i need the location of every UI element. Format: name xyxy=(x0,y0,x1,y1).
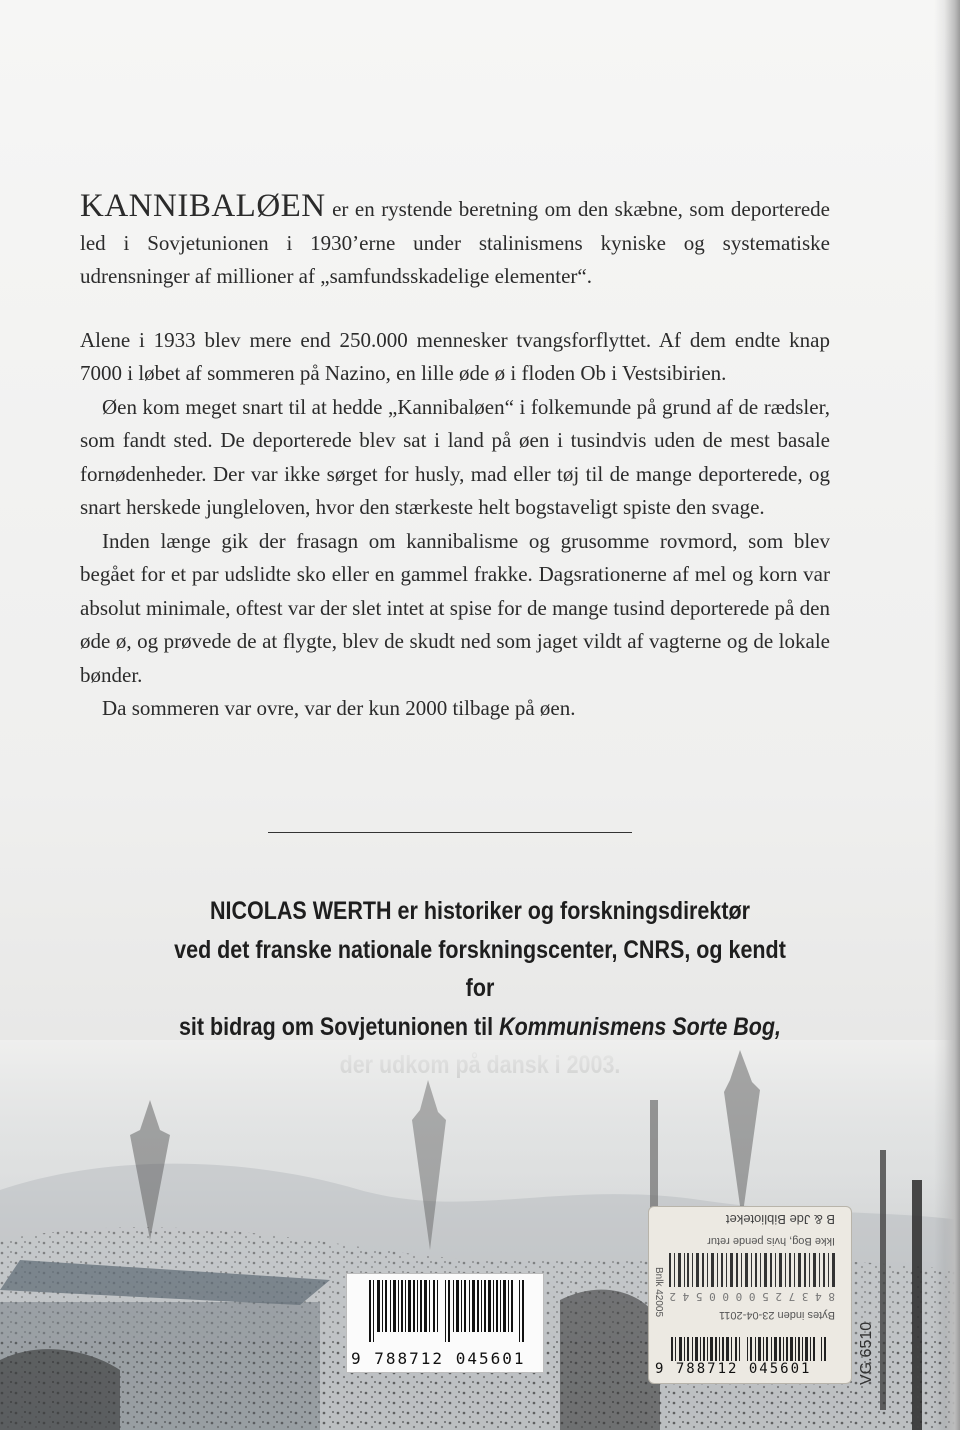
blurb-text xyxy=(80,190,830,726)
blurb-paragraph-5: Da sommeren var ovre, var der kun 2000 tilbage på øen. xyxy=(102,696,576,720)
library-bottom-digits: 9 788712 045601 xyxy=(655,1361,812,1377)
isbn-barcode-label xyxy=(346,1273,544,1373)
library-sticker xyxy=(648,1206,852,1384)
divider-rule xyxy=(268,832,632,833)
library-barcode-top xyxy=(669,1253,839,1287)
library-name: B & Jde Biblioteket xyxy=(725,1212,835,1227)
book-title: Kommunismens Sorte Bog, xyxy=(499,1012,782,1041)
library-return-date: Bytes inden 23-04-2011 xyxy=(719,1309,835,1321)
author-name: NICOLAS WERTH xyxy=(210,897,392,925)
author-bio-line-3-pre: sit bidrag om Sovjetunionen til xyxy=(178,1012,500,1041)
blurb-paragraph-2: Alene i 1933 blev mere end 250.000 mennesker tvangsforflyttet. Af dem endte knap 7000 i løbet af sommeren på Nazino, en lille øde ø i floden Ob i Vestsibirien. xyxy=(80,327,830,385)
lead-word: KANNIBALØEN xyxy=(80,188,326,224)
blurb-paragraph-1 xyxy=(80,190,830,294)
library-side-code: Bnlk 42005 xyxy=(653,1267,664,1318)
author-bio-line-1-rest: er historiker og forskningsdirektør xyxy=(391,897,750,925)
cover-edge xyxy=(934,0,960,1430)
author-bio-line-1 xyxy=(162,892,798,931)
blurb-paragraph-3: Øen kom meget snart til at hedde „Kannibaløen“ i folkemunde på grund af de rædsler, som fandt sted. De deporterede blev sat i land på øen i tusindvis uden de mest basale fornødenheder. Der var ikke sørget for husly, mad eller tøj til de mange deporterede, og snart herskede jungleloven, hvor den stærkeste helt bogstaveligt spiste den svage. xyxy=(80,394,830,519)
vg-code: VG.6510 xyxy=(858,1321,875,1385)
blurb-paragraph-1-rest: er en rystende beretning om den skæbne, som deporterede led i Sovjetunionen i 1930’erne under stalinismens kyniske og systematiske udrensninger af millioner af „samfundsskadelige elementer“. xyxy=(80,197,830,288)
library-note: Ikke Bog, hvis pende retur xyxy=(707,1235,835,1247)
library-barcode-bottom xyxy=(671,1337,831,1361)
library-top-digits: 8 4 3 7 2 5 0 0 0 0 5 4 2 xyxy=(669,1290,835,1303)
barcode-bars xyxy=(369,1280,529,1342)
barcode-digits: 9 788712 045601 xyxy=(351,1349,526,1368)
blurb-paragraph-4: Inden længe gik der frasagn om kannibalisme og grusomme rovmord, som blev begået for et par udslidte sko eller en gammel frakke. Dagsrationerne af mel og korn var absolut minimale, oftest var der slet intet at spise for de mange tusind deporterede på den øde ø, og prøvede de at flygte, blev de skudt ned som jaget vildt af vagterne og de lokale bønder. xyxy=(80,528,830,687)
author-bio-line-2: ved det franske nationale forskningscenter, CNRS, og kendt for xyxy=(174,935,786,1002)
